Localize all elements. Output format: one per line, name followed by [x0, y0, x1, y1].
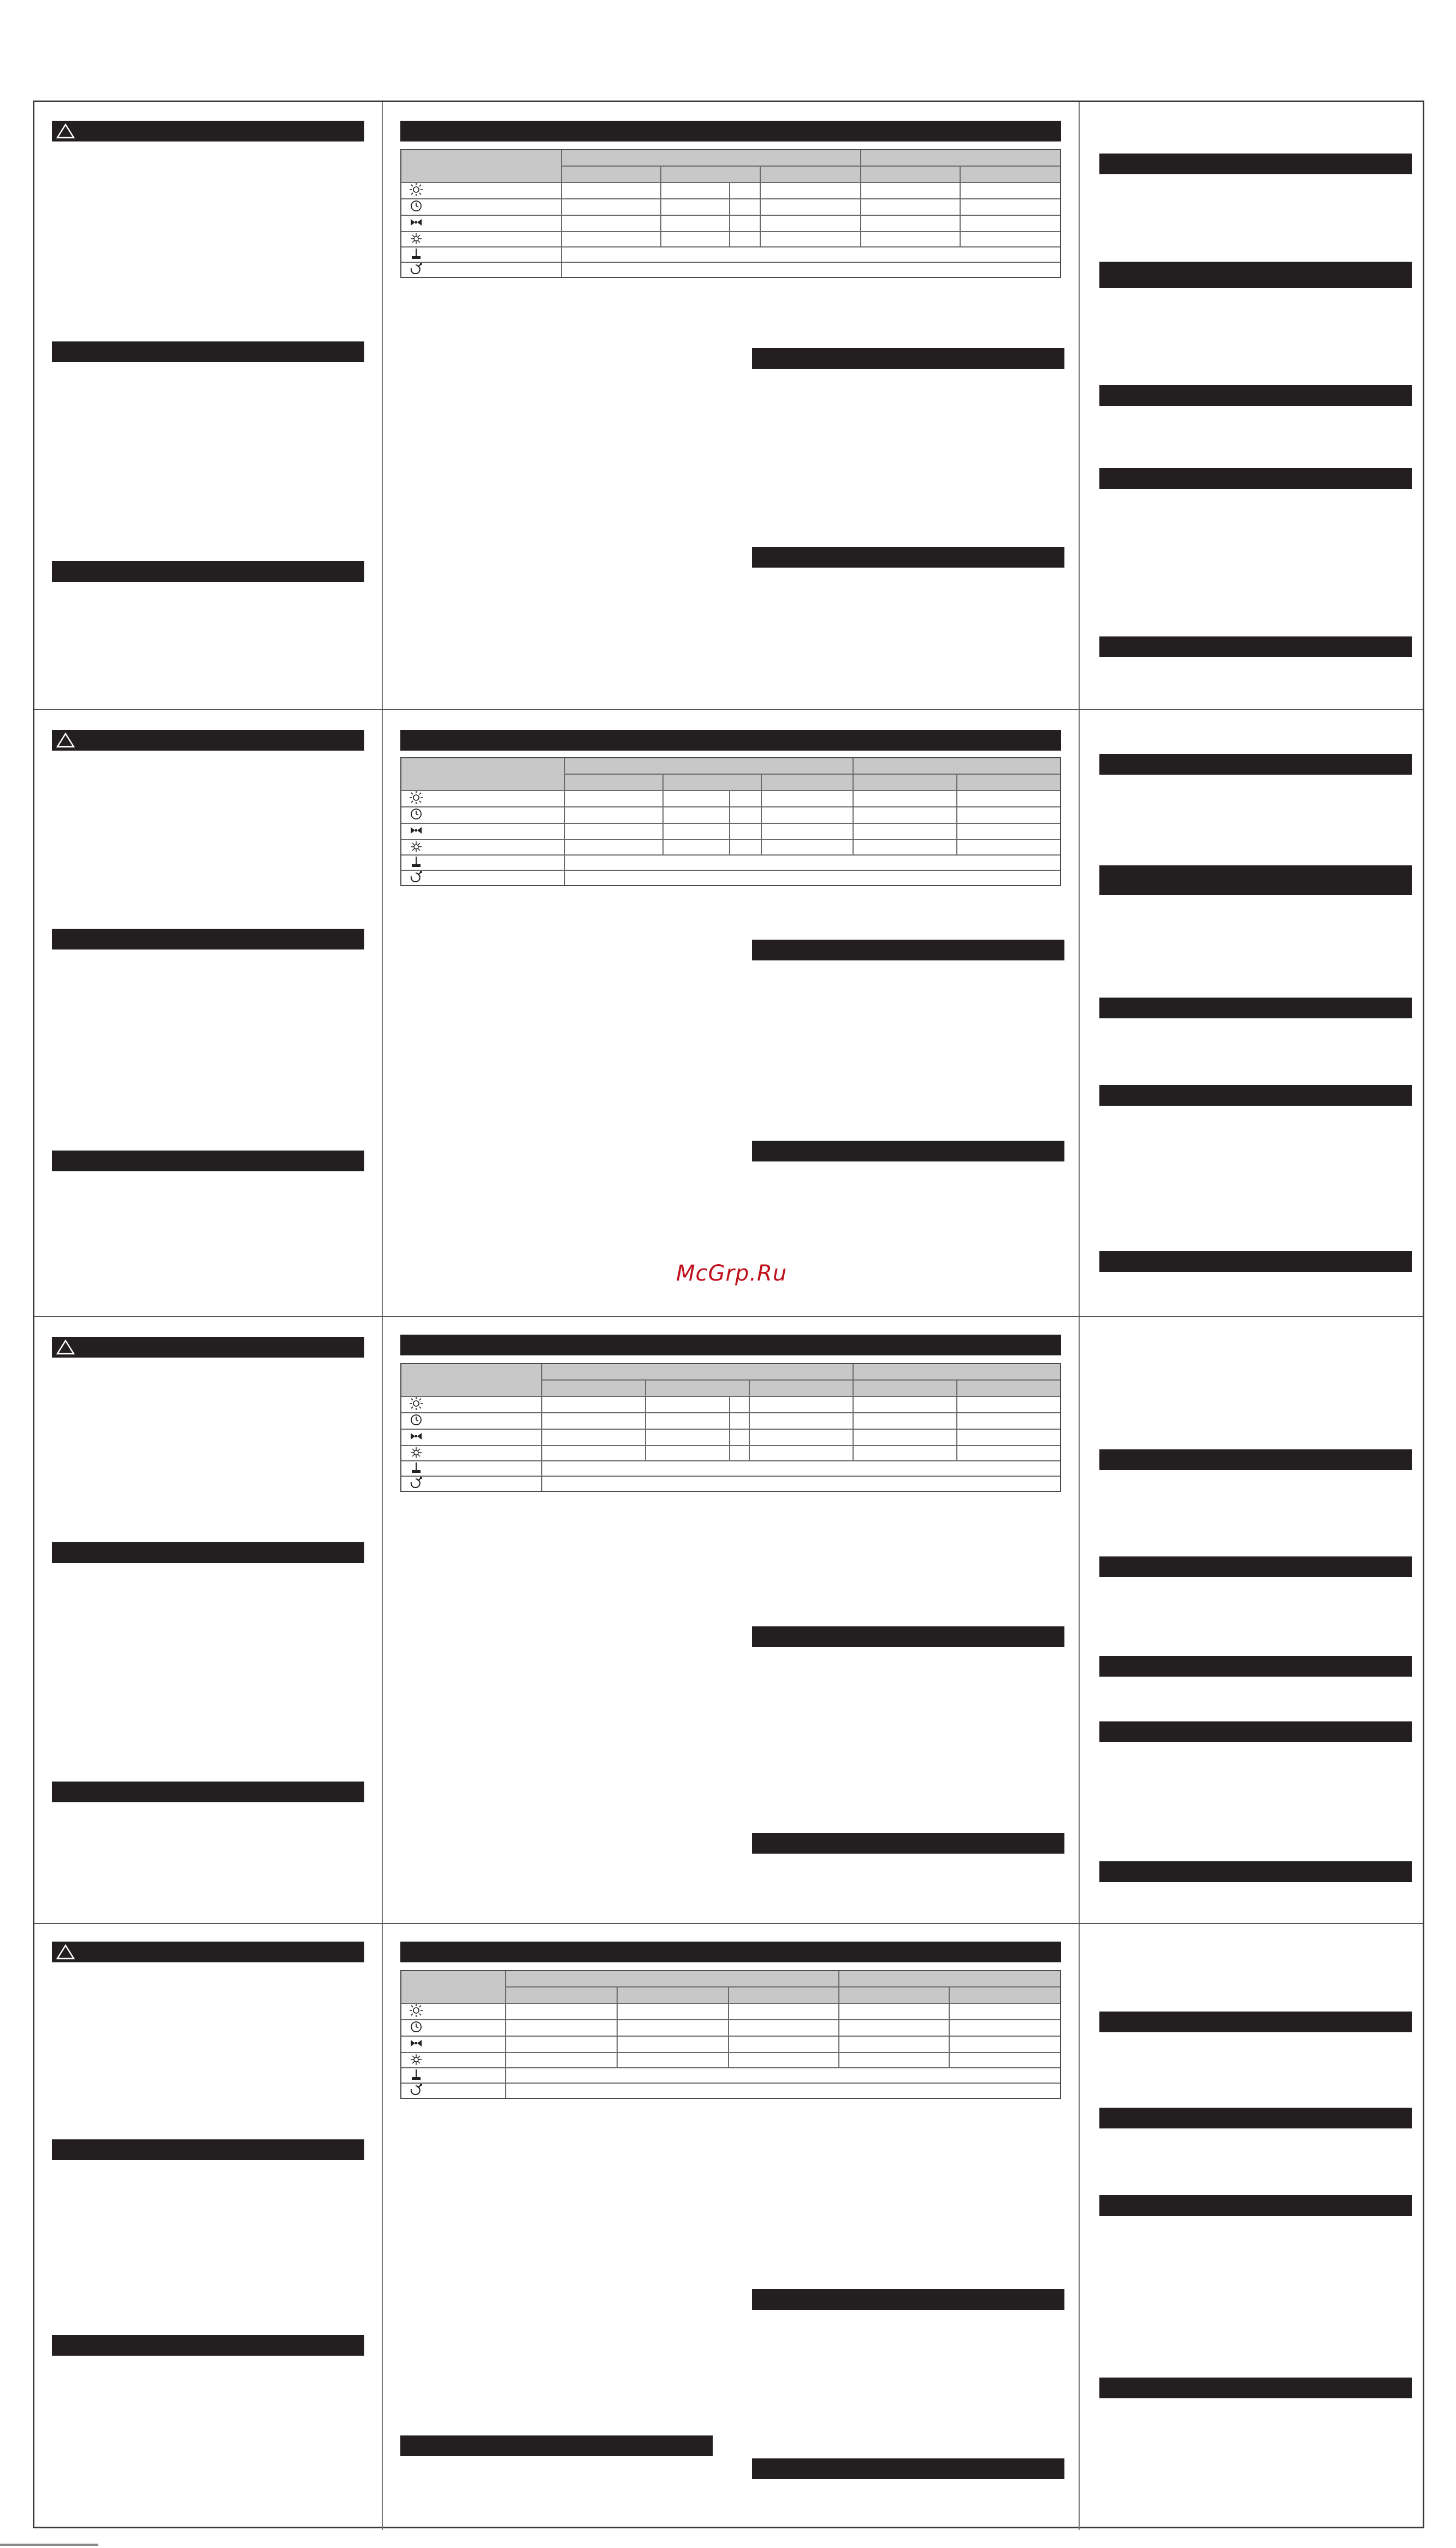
sparkle-icon [409, 2053, 423, 2066]
sun-icon [409, 183, 423, 196]
table-header-cell [401, 1364, 541, 1396]
table-rule [401, 823, 1060, 824]
section-heading-bar [1099, 1085, 1412, 1106]
table-rule [761, 774, 762, 854]
sparkle-icon [409, 840, 423, 853]
table-rule [662, 774, 664, 854]
table-heading-bar [400, 730, 1061, 751]
table-rule [860, 150, 861, 182]
table-rule [838, 2003, 839, 2067]
table-rule [541, 1364, 542, 1491]
table-rule [853, 758, 854, 790]
table-rule [729, 790, 730, 854]
settings-table [400, 149, 1061, 278]
column [34, 102, 383, 709]
section-heading-bar [752, 547, 1064, 568]
warning-triangle-icon [56, 123, 75, 139]
table-rule [505, 1986, 1060, 1987]
table-rule [401, 1476, 1060, 1477]
section-heading-bar [752, 2289, 1064, 2310]
temperature-icon [409, 1461, 423, 1474]
wrench-icon [409, 2084, 423, 2097]
table-rule [401, 1429, 1060, 1430]
sparkle-icon [409, 232, 423, 245]
table-heading-bar [400, 1942, 1061, 1962]
table-rule [728, 1986, 729, 2067]
section-heading-bar [752, 348, 1064, 369]
column [34, 1924, 383, 2530]
sun-icon [409, 1397, 423, 1410]
temperature-icon [409, 2068, 423, 2081]
table-rule [749, 1379, 750, 1460]
table-heading-bar [400, 1335, 1061, 1355]
table-rule [960, 166, 961, 246]
watermark-text: McGrp.Ru [676, 1261, 788, 1286]
column [1080, 1317, 1426, 1923]
table-rule [660, 166, 661, 246]
section-heading-bar [1099, 385, 1412, 406]
warning-triangle-icon [56, 732, 75, 748]
clock-icon [409, 1413, 423, 1426]
bow-tie-icon [409, 1430, 423, 1443]
section-heading-bar [1099, 998, 1412, 1018]
section-heading-bar [1099, 1861, 1412, 1882]
clock-icon [409, 199, 423, 213]
table-rule [561, 150, 562, 277]
section-heading-bar [52, 1782, 364, 1802]
section-heading-bar [52, 2335, 364, 2356]
section-heading-bar [1099, 865, 1412, 895]
section-heading-bar [52, 730, 364, 751]
section-heading-bar [52, 1942, 364, 1962]
table-rule [401, 262, 1060, 263]
column [1080, 102, 1426, 709]
section-heading-bar [1099, 1449, 1412, 1470]
table-rule [617, 1986, 618, 2067]
settings-table [400, 1363, 1061, 1492]
table-rule [956, 774, 957, 854]
section-heading-bar [752, 940, 1064, 960]
wrench-icon [409, 263, 423, 276]
table-rule [401, 215, 1060, 216]
section-heading-bar [1099, 2195, 1412, 2216]
column [1080, 710, 1426, 1316]
section-heading-bar [1099, 2108, 1412, 2128]
table-rule [401, 2052, 1060, 2053]
column [1080, 1924, 1426, 2530]
section-heading-bar [52, 2139, 364, 2160]
section-heading-bar [752, 1833, 1064, 1854]
column [34, 710, 383, 1316]
temperature-icon [409, 247, 423, 261]
sun-icon [409, 2004, 423, 2017]
table-heading-bar [400, 121, 1061, 141]
table-rule [401, 231, 1060, 232]
bow-tie-icon [409, 2037, 423, 2050]
table-rule [401, 839, 1060, 840]
wrench-icon [409, 871, 423, 884]
table-rule [401, 2067, 1060, 2068]
section-heading-bar [52, 341, 364, 362]
section-heading-bar [1099, 2012, 1412, 2032]
table-rule [860, 182, 861, 246]
section-heading-bar [1099, 262, 1412, 288]
section-heading-bar [52, 929, 364, 949]
section-heading-bar [752, 1626, 1064, 1647]
table-rule [949, 1986, 950, 2067]
section-heading-bar [52, 121, 364, 141]
section-heading-bar [52, 1542, 364, 1563]
section-heading-bar [52, 1151, 364, 1171]
table-rule [561, 166, 1060, 167]
table-rule [401, 870, 1060, 871]
table-rule [401, 790, 1060, 791]
table-rule [564, 758, 565, 885]
table-rule [401, 2036, 1060, 2037]
section-heading-bar [400, 2435, 713, 2456]
section-heading-bar [752, 1141, 1064, 1161]
table-rule [956, 1379, 957, 1460]
section-heading-bar [1099, 2378, 1412, 2398]
page-band [34, 1923, 1423, 2530]
section-heading-bar [1099, 468, 1412, 489]
table-rule [401, 806, 1060, 807]
table-rule [564, 774, 1060, 775]
section-heading-bar [1099, 1721, 1412, 1742]
table-rule [401, 2083, 1060, 2084]
section-heading-bar [752, 2458, 1064, 2479]
section-heading-bar [1099, 154, 1412, 174]
section-heading-bar [1099, 754, 1412, 775]
table-rule [729, 1396, 730, 1460]
column [34, 1317, 383, 1923]
bow-tie-icon [409, 824, 423, 837]
clock-icon [409, 807, 423, 821]
table-rule [541, 1379, 1060, 1381]
temperature-icon [409, 856, 423, 869]
clock-icon [409, 2020, 423, 2033]
table-header-cell [401, 150, 561, 182]
table-rule [853, 1396, 854, 1460]
page-corner-rule [0, 2544, 98, 2546]
section-heading-bar [52, 561, 364, 582]
table-rule [401, 1412, 1060, 1413]
table-rule [401, 1445, 1060, 1446]
table-header-cell [401, 758, 564, 790]
table-rule [760, 166, 761, 246]
bow-tie-icon [409, 216, 423, 229]
table-rule [401, 2019, 1060, 2020]
table-rule [401, 1396, 1060, 1397]
section-heading-bar [1099, 1656, 1412, 1677]
warning-triangle-icon [56, 1944, 75, 1960]
table-rule [838, 1971, 839, 2003]
manual-sheet [33, 101, 1424, 2528]
section-heading-bar [1099, 636, 1412, 657]
table-rule [505, 1971, 506, 2098]
section-heading-bar [52, 1337, 364, 1358]
wrench-icon [409, 1477, 423, 1490]
table-rule [853, 790, 854, 854]
page-band [34, 102, 1423, 709]
table-rule [401, 1460, 1060, 1461]
settings-table [400, 757, 1061, 886]
settings-table [400, 1970, 1061, 2099]
table-rule [401, 198, 1060, 199]
table-rule [853, 1364, 854, 1396]
table-header-cell [401, 1971, 505, 2003]
warning-triangle-icon [56, 1339, 75, 1355]
table-rule [729, 182, 730, 246]
table-rule [645, 1379, 646, 1460]
page-band [34, 1316, 1423, 1923]
table-rule [401, 854, 1060, 856]
table-rule [401, 246, 1060, 247]
table-rule [401, 2003, 1060, 2004]
sparkle-icon [409, 1446, 423, 1459]
section-heading-bar [1099, 1251, 1412, 1272]
sun-icon [409, 791, 423, 804]
page-band [34, 709, 1423, 1316]
section-heading-bar [1099, 1556, 1412, 1577]
table-rule [401, 182, 1060, 183]
